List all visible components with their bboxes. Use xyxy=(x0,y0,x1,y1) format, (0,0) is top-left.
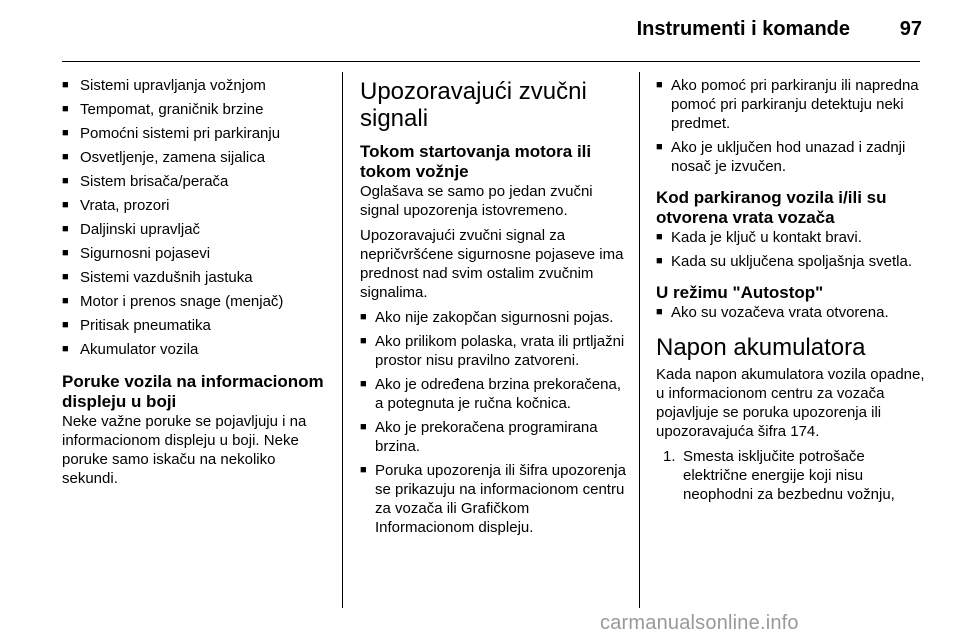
list-item: ■ Vrata, prozori xyxy=(62,196,334,215)
list-item xyxy=(656,447,926,504)
section-text-vehicle-messages: Neke važne poruke se pojavljuju i na informacionom displeju u boji. Neke poruke samo iskaču na nekoliko sekundi. xyxy=(62,413,307,487)
list-item: ■ Ako je prekoračena programirana brzina. xyxy=(360,418,630,456)
list-item: ■ Daljinski upravljač xyxy=(62,220,334,239)
step-text: Smesta isključite potrošače električne energije koji nisu neophodni za bezbednu vožnju, xyxy=(683,448,895,503)
parked-conditions-list xyxy=(656,228,926,271)
list-item: ■ Sistemi upravljanja vožnjom xyxy=(62,76,334,95)
paragraph-battery-voltage: Kada napon akumulatora vozila opadne, u informacionom centru za vozača pojavljuje se poruka upozorenja ili upozoravajuća šifra 174. xyxy=(656,366,925,440)
list-item: ■ Ako nije zakopčan sigurnosni pojas. xyxy=(360,308,630,327)
list-item: ■ Kada je ključ u kontakt bravi. xyxy=(656,228,926,247)
column-3 xyxy=(656,76,926,504)
list-item: ■ Motor i prenos snage (menjač) xyxy=(62,292,334,311)
autostop-conditions-list xyxy=(656,303,926,322)
section-heading-vehicle-messages: Poruke vozila na informacionom displeju u boji xyxy=(62,372,324,411)
list-item: ■ Poruka upozorenja ili šifra upozorenja se prikazuju na informacionom centru za vozača ili Grafičkom Informacionom displeju. xyxy=(360,461,630,537)
header-title: Instrumenti i komande xyxy=(636,18,850,40)
paragraph-seatbelt-priority: Upozoravajući zvučni signal za nepričvršćene sigurnosne pojaseve ima prednost nad svim ostalim zvučnim signalima. xyxy=(360,227,624,301)
list-item: ■ Sigurnosni pojasevi xyxy=(62,244,334,263)
list-item: ■ Osvetljenje, zamena sijalica xyxy=(62,148,334,167)
column-divider-2 xyxy=(639,72,640,608)
list-item: ■ Sistem brisača/perača xyxy=(62,172,334,191)
list-item: ■ Ako pomoć pri parkiranju ili napredna pomoć pri parkiranju detektuju neki predmet. xyxy=(656,76,926,133)
list-item: ■ Tempomat, graničnik brzine xyxy=(62,100,334,119)
step-number: 1. xyxy=(663,448,676,465)
list-item: ■ Kada su uključena spoljašnja svetla. xyxy=(656,252,926,271)
list-item: ■ Pritisak pneumatika xyxy=(62,316,334,335)
list-item: ■ Ako je određena brzina prekoračena, a potegnuta je ručna kočnica. xyxy=(360,375,630,413)
section-title-battery-voltage: Napon akumulatora xyxy=(656,334,866,361)
watermark-text: carmanualsonline.info xyxy=(600,612,799,634)
list-item: ■ Ako je uključen hod unazad i zadnji nosač je izvučen. xyxy=(656,138,926,176)
list-item: ■ Ako prilikom polaska, vrata ili prtljažni prostor nisu pravilno zatvoreni. xyxy=(360,332,630,370)
header-rule xyxy=(62,61,920,62)
paragraph-one-chime: Oglašava se samo po jedan zvučni signal upozorenja istovremeno. xyxy=(360,183,593,219)
column-divider-1 xyxy=(342,72,343,608)
list-item: ■ Akumulator vozila xyxy=(62,340,334,359)
column-2 xyxy=(360,76,630,542)
list-item: ■ Pomoćni sistemi pri parkiranju xyxy=(62,124,334,143)
list-item: ■ Sistemi vazdušnih jastuka xyxy=(62,268,334,287)
subheading-startup-driving: Tokom startovanja motora ili tokom vožnje xyxy=(360,142,592,181)
list-item: ■ Ako su vozačeva vrata otvorena. xyxy=(656,303,926,322)
chime-conditions-list xyxy=(360,308,630,537)
column-1 xyxy=(62,76,334,494)
section-title-warning-chimes: Upozoravajući zvučni signali xyxy=(360,78,587,132)
battery-steps-list xyxy=(656,447,926,504)
parking-conditions-list xyxy=(656,76,926,176)
page-number: 97 xyxy=(899,18,922,40)
topic-list xyxy=(62,76,334,359)
subheading-parked-vehicle: Kod parkiranog vozila i/ili su otvorena vrata vozača xyxy=(656,188,887,227)
subheading-autostop: U režimu "Autostop" xyxy=(656,283,824,302)
